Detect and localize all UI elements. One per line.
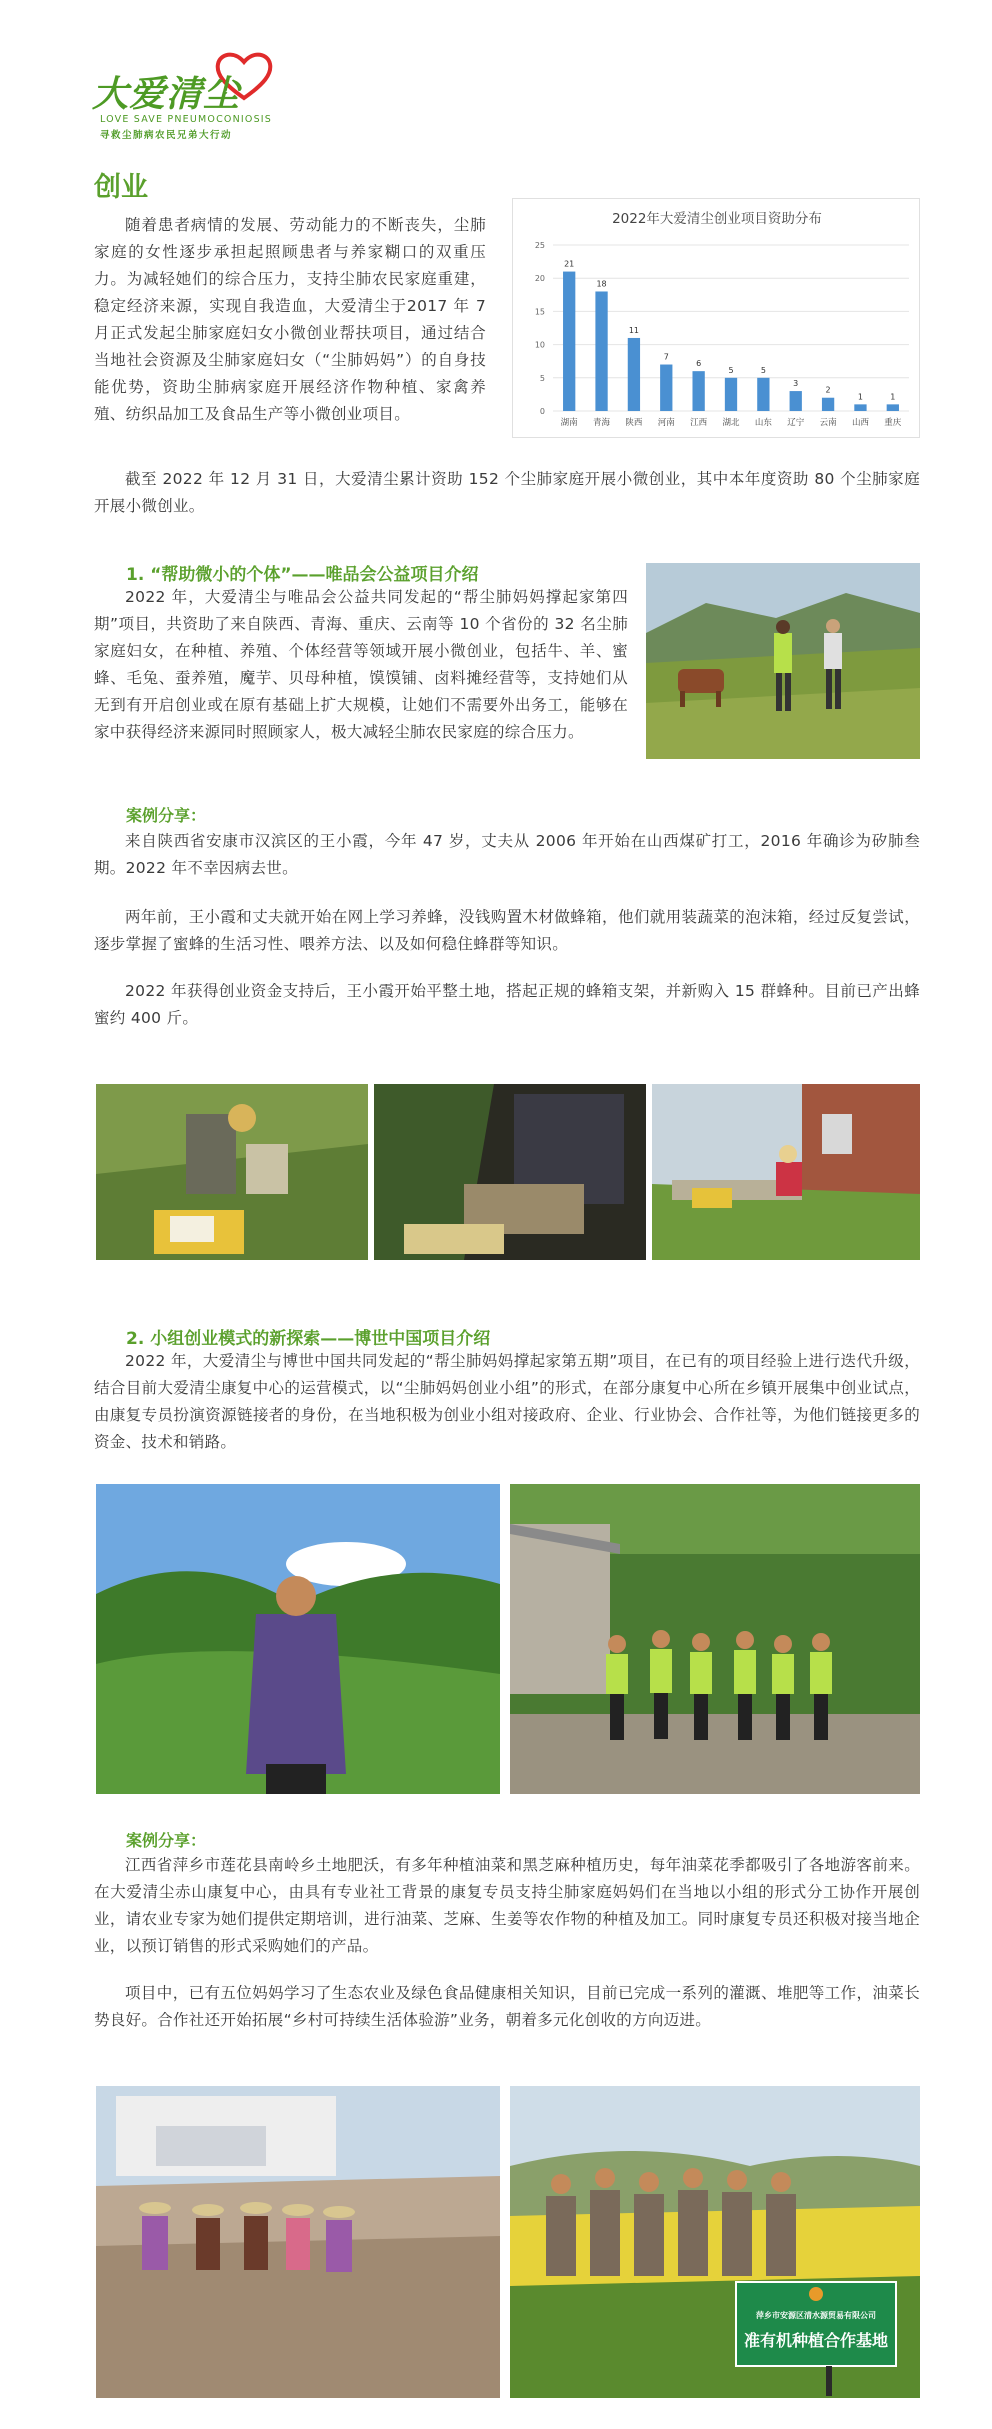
- chart-data-label: 6: [696, 359, 702, 369]
- chart-data-label: 7: [663, 352, 669, 362]
- chart-bar: [692, 371, 704, 411]
- chart-category-label: 湖北: [722, 418, 740, 428]
- chart-ytick-label: 20: [534, 274, 545, 284]
- chart-bar: [887, 404, 899, 411]
- chart-data-label: 21: [564, 259, 575, 269]
- chart-data-label: 18: [596, 279, 607, 289]
- project1-case-p3: 2022 年获得创业资金支持后，王小霞开始平整土地，搭起正规的蜂箱支架，并新购入 15 群蜂种。目前已产出蜂蜜约 400 斤。: [94, 982, 920, 1027]
- chart-category-label: 山东: [754, 418, 772, 428]
- chart-plot: [513, 199, 921, 439]
- chart-data-label: 5: [760, 365, 766, 375]
- chart-bar: [757, 378, 769, 411]
- chart-category-label: 重庆: [884, 418, 902, 428]
- logo-english: LOVE SAVE PNEUMOCONIOSIS: [100, 114, 273, 125]
- chart-ytick-label: 15: [534, 307, 545, 317]
- chart-data-label: 5: [728, 365, 734, 375]
- chart-category-label: 辽宁: [787, 418, 805, 428]
- funding-chart: [512, 198, 920, 438]
- photo-woman-portrait: [96, 1484, 500, 1794]
- logo: [92, 48, 302, 144]
- project2-case-p2: 项目中，已有五位妈妈学习了生态农业及绿色食品健康相关知识，目前已完成一系列的灌溉、堆肥等工作，油菜长势良好。合作社还开始拓展“乡村可持续生活体验游”业务，朝着多元化创收的方向迈进。: [94, 1984, 920, 2029]
- chart-bar: [822, 398, 834, 411]
- project1-title: 1. “帮助微小的个体”——唯品会公益项目介绍: [126, 565, 479, 585]
- chart-bar: [595, 291, 607, 411]
- chart-data-label: 3: [793, 379, 799, 389]
- project2-case-label: 案例分享：: [126, 1831, 207, 1850]
- sign-company: 萍乡市安源区清水源贸易有限公司: [756, 2311, 876, 2320]
- project2-title: 2. 小组创业模式的新探索——博世中国项目介绍: [126, 1329, 491, 1349]
- chart-category-label: 青海: [593, 418, 611, 428]
- chart-title: 2022年大爱清尘创业项目资助分布: [612, 211, 822, 227]
- photo-beekeeper-1: [96, 1084, 368, 1260]
- chart-category-label: 江西: [690, 418, 708, 428]
- logo-slogan: 寻救尘肺病农民兄弟大行动: [100, 130, 233, 141]
- chart-bar: [628, 338, 640, 411]
- project1-case-label: 案例分享：: [126, 806, 207, 825]
- intro-paragraph: 随着患者病情的发展、劳动能力的不断丧失，尘肺家庭的女性逐步承担起照顾患者与养家糊口的双重压力。为减轻她们的综合压力，支持尘肺农民家庭重建，稳定经济来源，实现自我造血，大爱清尘于2017 年 7 月正式发起尘肺家庭妇女小微创业帮扶项目，通过结合当地社会资源及尘肺家庭妇女（“尘肺妈妈”）的自身技能优势，资助尘肺病家庭开展经济作物种植、家禽养殖、纺织品加工及食品生产等小微创业项目。: [94, 216, 486, 423]
- chart-ytick-label: 0: [539, 407, 545, 416]
- photo-beekeeper-3: [652, 1084, 920, 1260]
- project1-text: 2022 年，大爱清尘与唯品会公益共同发起的“帮尘肺妈妈撑起家第四期”项目，共资助了来自陕西、青海、重庆、云南等 10 个省份的 32 名尘肺家庭妇女，在种植、养殖、个体经营等领域开展小微创业，包括牛、羊、蜜蜂、毛兔、蚕养殖，魔芋、贝母种植，馍馍铺、卤料摊经营等，支持她们从无到有开启创业或在原有基础上扩大规模，让她们不需要外出务工，能够在家中获得经济来源同时照顾家人，极大减轻尘肺农民家庭的综合压力。: [94, 588, 628, 741]
- summary-paragraph: 截至 2022 年 12 月 31 日，大爱清尘累计资助 152 个尘肺家庭开展小微创业，其中本年度资助 80 个尘肺家庭开展小微创业。: [94, 470, 920, 515]
- chart-bar: [660, 365, 672, 411]
- photo-cooperative-sign: [510, 2086, 920, 2398]
- photo-group-village: [510, 1484, 920, 1794]
- chart-ytick-label: 5: [539, 373, 545, 383]
- chart-category-label: 河南: [657, 418, 675, 428]
- chart-data-label: 11: [628, 325, 640, 335]
- photo-women-field: [96, 2086, 500, 2398]
- logo-title: 大爱清尘: [92, 74, 241, 115]
- chart-category-label: 湖南: [560, 418, 578, 428]
- chart-data-label: 1: [857, 392, 864, 402]
- section-title: 创业: [94, 172, 148, 203]
- chart-data-label: 1: [890, 392, 896, 402]
- chart-category-label: 山西: [851, 418, 869, 428]
- chart-bar: [854, 404, 866, 411]
- photo-farm-cow: [646, 563, 920, 759]
- chart-bar: [790, 391, 802, 411]
- chart-ytick-label: 10: [534, 340, 545, 350]
- chart-bar: [563, 272, 575, 411]
- chart-bar: [725, 378, 737, 411]
- chart-data-label: 2: [825, 385, 831, 395]
- project1-case-p1: 来自陕西省安康市汉滨区的王小霞，今年 47 岁，丈夫从 2006 年开始在山西煤矿打工，2016 年确诊为矽肺叁期。2022 年不幸因病去世。: [94, 832, 920, 877]
- project1-case-p2: 两年前，王小霞和丈夫就开始在网上学习养蜂，没钱购置木材做蜂箱，他们就用装蔬菜的泡沫箱，经过反复尝试，逐步掌握了蜜蜂的生活习性、喂养方法、以及如何稳住蜂群等知识。: [94, 908, 920, 953]
- chart-category-label: 云南: [819, 418, 837, 428]
- project2-text: 2022 年，大爱清尘与博世中国共同发起的“帮尘肺妈妈撑起家第五期”项目，在已有的项目经验上进行迭代升级，结合目前大爱清尘康复中心的运营模式，以“尘肺妈妈创业小组”的形式，在部分康复中心所在乡镇开展集中创业试点，由康复专员扮演资源链接者的身份，在当地积极为创业小组对接政府、企业、行业协会、合作社等，为他们链接更多的资金、技术和销路。: [94, 1352, 920, 1451]
- chart-category-label: 陕西: [625, 418, 643, 428]
- sign-title: 准有机种植合作基地: [743, 2331, 888, 2350]
- photo-beekeeper-2: [374, 1084, 646, 1260]
- project2-case-p1: 江西省萍乡市莲花县南岭乡土地肥沃，有多年种植油菜和黑芝麻种植历史，每年油菜花季都吸引了各地游客前来。在大爱清尘赤山康复中心，由具有专业社工背景的康复专员支持尘肺家庭妈妈们在当地以小组的形式分工协作开展创业，请农业专家为她们提供定期培训，进行油菜、芝麻、生姜等农作物的种植及加工。同时康复专员还积极对接当地企业，以预订销售的形式采购她们的产品。: [94, 1856, 920, 1955]
- chart-ytick-label: 25: [534, 241, 545, 250]
